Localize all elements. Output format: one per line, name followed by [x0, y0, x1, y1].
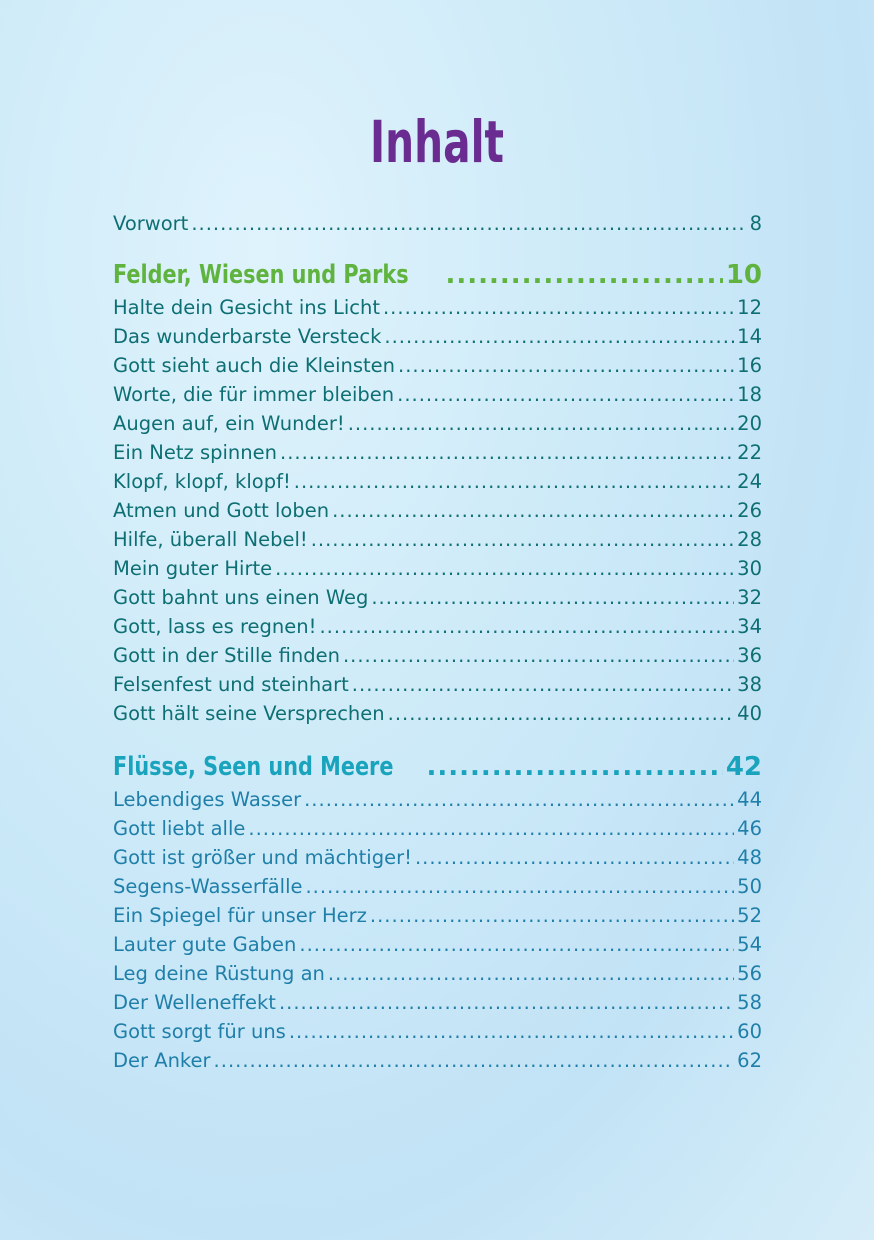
- toc-entry-label: Der Anker: [113, 1049, 211, 1072]
- section-heading[interactable]: [113, 260, 762, 296]
- toc-page-number: 38: [737, 673, 762, 696]
- toc-entry-label: Segens-Wasserfälle: [113, 875, 303, 898]
- dot-leader: [384, 325, 734, 348]
- toc-entry-label: Felsenfest und steinhart: [113, 673, 349, 696]
- toc-entry[interactable]: [113, 1020, 762, 1049]
- toc-entry-label: Lauter gute Gaben: [113, 933, 297, 956]
- toc-entry[interactable]: [113, 933, 762, 962]
- dot-leader: [319, 615, 734, 638]
- toc-entry[interactable]: [113, 586, 762, 615]
- toc-entry-label: Worte, die für immer bleiben: [113, 383, 395, 406]
- toc-entry[interactable]: [113, 702, 762, 731]
- dot-leader: [294, 470, 734, 493]
- toc-page-number: 24: [737, 470, 762, 493]
- toc-page-number: 54: [737, 933, 762, 956]
- toc-entry[interactable]: [113, 846, 762, 875]
- toc-entry[interactable]: [113, 528, 762, 557]
- toc-page-number: 56: [737, 962, 762, 985]
- toc-entry-label: Der Welleneffekt: [113, 991, 276, 1014]
- toc-entry[interactable]: [113, 1049, 762, 1078]
- dot-leader: [305, 875, 734, 898]
- toc-page-number: 22: [737, 441, 762, 464]
- toc-entry-label: Gott ist größer und mächtiger!: [113, 846, 412, 869]
- toc-entry[interactable]: [113, 325, 762, 354]
- toc-entry[interactable]: [113, 615, 762, 644]
- toc-entry[interactable]: [113, 499, 762, 528]
- dot-leader: [280, 441, 734, 464]
- toc-entry-label: Gott, lass es regnen!: [113, 615, 317, 638]
- dot-leader: [415, 846, 734, 869]
- section-page-number: 42: [725, 752, 762, 782]
- dot-leader: [352, 673, 734, 696]
- toc-entry-label: Leg deine Rüstung an: [113, 962, 325, 985]
- toc-entry-label: Vorwort: [113, 212, 189, 235]
- toc-entry-label: Das wunderbarste Versteck: [113, 325, 382, 348]
- dot-leader: [248, 817, 734, 840]
- dot-leader: [446, 260, 723, 290]
- dot-leader: [371, 586, 734, 609]
- toc-page-number: 28: [737, 528, 762, 551]
- dot-leader: [304, 788, 734, 811]
- dot-leader: [289, 1020, 734, 1043]
- toc-entry[interactable]: [113, 383, 762, 412]
- toc-entry-label: Atmen und Gott loben: [113, 499, 330, 522]
- toc-entry-label: Lebendiges Wasser: [113, 788, 302, 811]
- toc-entry-label: Hilfe, überall Nebel!: [113, 528, 308, 551]
- dot-leader: [427, 752, 723, 782]
- toc-page-number: 16: [737, 354, 762, 377]
- toc-entry[interactable]: [113, 644, 762, 673]
- toc-entry[interactable]: [113, 875, 762, 904]
- toc-page-number: 32: [737, 586, 762, 609]
- dot-leader: [214, 1049, 735, 1072]
- toc-entry-label: Halte dein Gesicht ins Licht: [113, 296, 380, 319]
- toc-page-number: 20: [737, 412, 762, 435]
- page-title: Inhalt: [370, 108, 504, 176]
- toc-entry-label: Augen auf, ein Wunder!: [113, 412, 345, 435]
- toc-page-number: 18: [737, 383, 762, 406]
- toc-entry-label: Klopf, klopf, klopf!: [113, 470, 291, 493]
- toc-entry[interactable]: [113, 817, 762, 846]
- table-of-contents: [113, 212, 762, 1078]
- dot-leader: [332, 499, 734, 522]
- dot-leader: [370, 904, 734, 927]
- toc-page-number: 34: [737, 615, 762, 638]
- toc-entry[interactable]: [113, 470, 762, 499]
- dot-leader: [299, 933, 734, 956]
- section-heading-label: Felder, Wiesen und Parks: [113, 260, 409, 290]
- toc-page-number: 12: [737, 296, 762, 319]
- toc-entry-label: Mein guter Hirte: [113, 557, 273, 580]
- toc-entry-label: Gott in der Stille finden: [113, 644, 340, 667]
- toc-entry-label: Ein Netz spinnen: [113, 441, 277, 464]
- dot-leader: [328, 962, 734, 985]
- toc-page-number: 60: [737, 1020, 762, 1043]
- toc-entry-label: Gott sieht auch die Kleinsten: [113, 354, 396, 377]
- dot-leader: [348, 412, 734, 435]
- toc-entry-label: Gott sorgt für uns: [113, 1020, 286, 1043]
- dot-leader: [388, 702, 735, 725]
- toc-entry[interactable]: [113, 991, 762, 1020]
- toc-entry[interactable]: [113, 557, 762, 586]
- toc-page-number: 8: [749, 212, 762, 235]
- toc-entry[interactable]: [113, 788, 762, 817]
- section-page-number: 10: [725, 260, 762, 290]
- toc-page-number: 62: [737, 1049, 762, 1072]
- toc-page-number: 40: [737, 702, 762, 725]
- toc-entry-label: Gott bahnt uns einen Weg: [113, 586, 369, 609]
- toc-entry[interactable]: [113, 673, 762, 702]
- dot-leader: [311, 528, 734, 551]
- dot-leader: [383, 296, 734, 319]
- dot-leader: [397, 383, 734, 406]
- toc-entry[interactable]: [113, 412, 762, 441]
- toc-entry-label: Gott hält seine Versprechen: [113, 702, 385, 725]
- toc-page-number: 48: [737, 846, 762, 869]
- section-heading-label: Flüsse, Seen und Meere: [113, 752, 394, 782]
- toc-entry-vorwort[interactable]: [113, 212, 762, 241]
- toc-page-number: 46: [737, 817, 762, 840]
- toc-page-number: 36: [737, 644, 762, 667]
- toc-entry-label: Ein Spiegel für unser Herz: [113, 904, 367, 927]
- toc-page-number: 50: [737, 875, 762, 898]
- dot-leader: [343, 644, 734, 667]
- section-heading[interactable]: [113, 752, 762, 788]
- toc-page-number: 14: [737, 325, 762, 348]
- toc-entry[interactable]: [113, 962, 762, 991]
- dot-leader: [275, 557, 734, 580]
- toc-entry[interactable]: [113, 296, 762, 325]
- toc-entry[interactable]: [113, 441, 762, 470]
- toc-page-number: 30: [737, 557, 762, 580]
- toc-page-number: 26: [737, 499, 762, 522]
- toc-page-number: 58: [737, 991, 762, 1014]
- dot-leader: [279, 991, 734, 1014]
- dot-leader: [191, 212, 746, 235]
- toc-page-number: 52: [737, 904, 762, 927]
- toc-page-number: 44: [737, 788, 762, 811]
- dot-leader: [398, 354, 734, 377]
- toc-entry[interactable]: [113, 354, 762, 383]
- toc-entry-label: Gott liebt alle: [113, 817, 246, 840]
- toc-entry[interactable]: [113, 904, 762, 933]
